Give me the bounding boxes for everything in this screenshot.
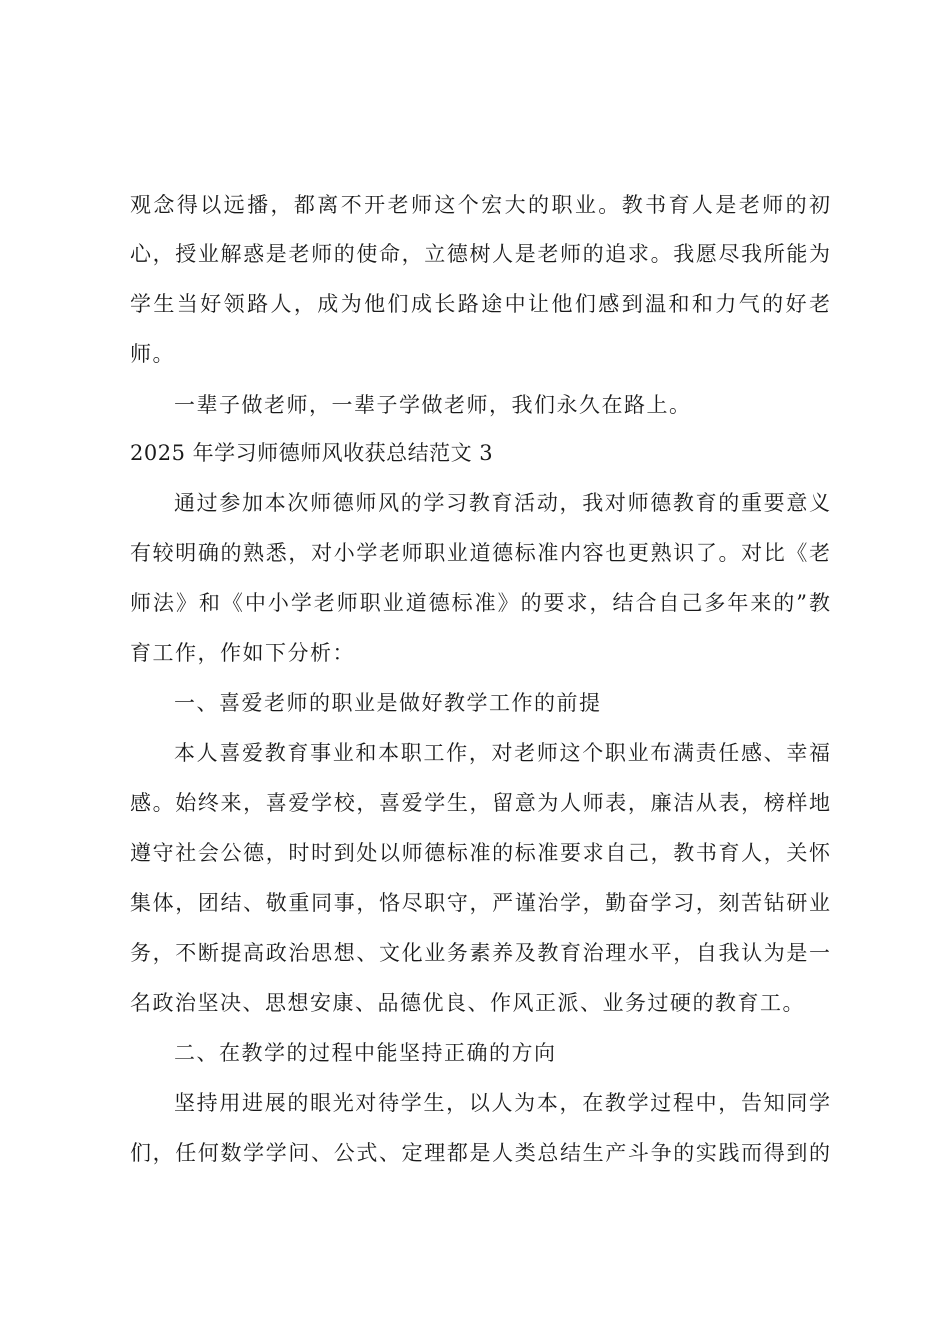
paragraph-line: 感。始终来，喜爱学校，喜爱学生，留意为人师表，廉洁从表，榜样地	[130, 791, 830, 815]
paragraph-line: 育工作，作如下分析：	[130, 641, 355, 665]
paragraph-line: 有较明确的熟悉，对小学老师职业道德标准内容也更熟识了。对比《老	[130, 541, 830, 565]
paragraph-line: 集体，团结、敬重同事，恪尽职守，严谨治学，勤奋学习，刻苦钻研业	[130, 891, 830, 915]
paragraph-line: 本人喜爱教育事业和本职工作，对老师这个职业布满责任感、幸福	[174, 741, 830, 765]
subheading: 一、喜爱老师的职业是做好教学工作的前提	[174, 691, 602, 715]
paragraph-line: 师法》和《中小学老师职业道德标准》的要求，结合自己多年来的”教	[130, 591, 830, 615]
paragraph-line: 名政治坚决、思想安康、品德优良、作风正派、业务过硬的教育工。	[130, 991, 805, 1015]
paragraph-line: 一辈子做老师，一辈子学做老师，我们永久在路上。	[174, 393, 692, 417]
subheading: 二、在教学的过程中能坚持正确的方向	[174, 1041, 557, 1065]
paragraph-line: 务，不断提高政治思想、文化业务素养及教育治理水平，自我认为是一	[130, 941, 830, 965]
paragraph-line: 遵守社会公德，时时到处以师德标准的标准要求自己，教书育人，关怀	[130, 841, 830, 865]
paragraph-line: 通过参加本次师德师风的学习教育活动，我对师德教育的重要意义	[174, 491, 830, 515]
paragraph-line: 学生当好领路人，成为他们成长路途中让他们感到温和和力气的好老	[130, 292, 830, 316]
paragraph-line: 们，任何数学学问、公式、定理都是人类总结生产斗争的实践而得到的	[130, 1141, 830, 1165]
paragraph-line: 心，授业解惑是老师的使命，立德树人是老师的追求。我愿尽我所能为	[130, 242, 830, 266]
section-heading: 2025 年学习师德师风收获总结范文 3	[130, 441, 494, 465]
paragraph-line: 坚持用进展的眼光对待学生，以人为本，在教学过程中，告知同学	[174, 1091, 830, 1115]
paragraph-line: 师。	[130, 342, 175, 366]
paragraph-line: 观念得以远播，都离不开老师这个宏大的职业。教书育人是老师的初	[130, 193, 830, 217]
